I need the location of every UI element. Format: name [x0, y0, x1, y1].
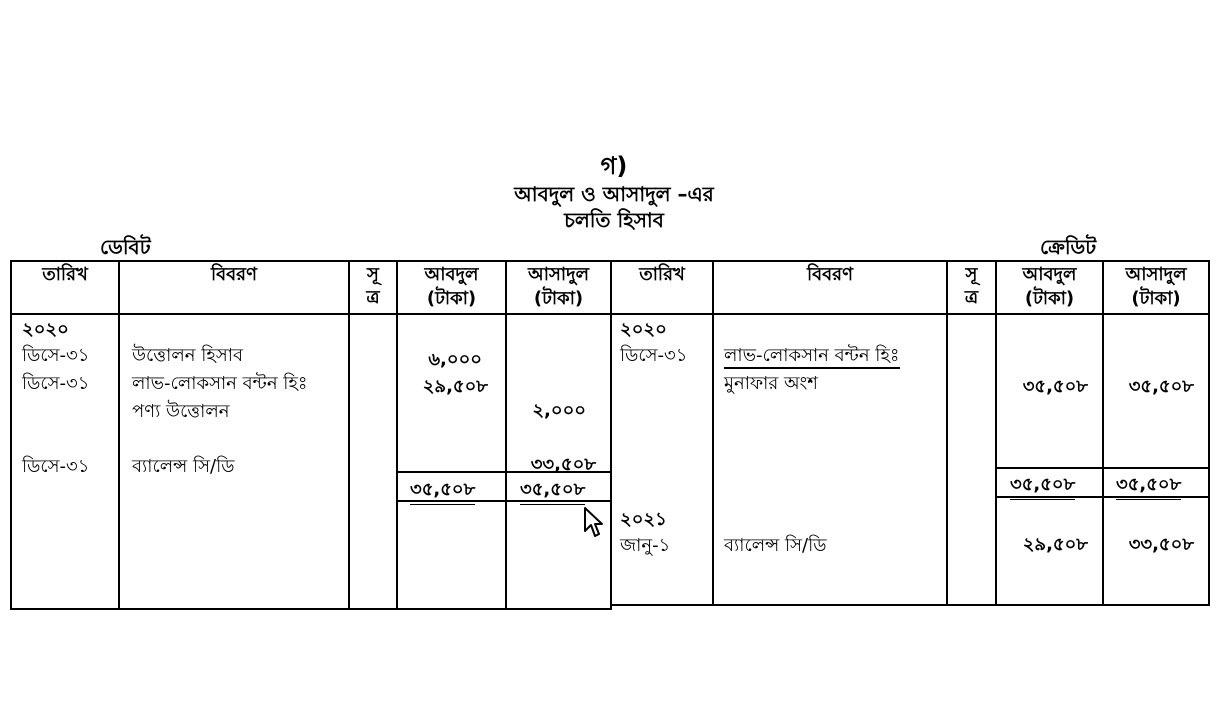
credit-abdul-total: ৩৫,৫০৮ [1010, 470, 1075, 501]
header-taka: (টাকা) [533, 288, 584, 309]
credit-next-year: ২০২১ [620, 509, 667, 530]
debit-asadul-total: ৩৫,৫০৮ [520, 475, 585, 506]
debit-item: পণ্য উত্তোলন [132, 401, 230, 422]
credit-asadul-amount: ৩৫,৫০৮ [1128, 376, 1194, 397]
header-taka: (টাকা) [426, 288, 477, 309]
credit-next-date: জানু-১ [620, 535, 671, 556]
credit-year: ২০২০ [620, 319, 667, 340]
debit-abdul-amount: ২৯,৫০৮ [422, 376, 488, 397]
debit-date: ডিসে-৩১ [22, 345, 90, 366]
credit-next-abdul: ২৯,৫০৮ [1022, 534, 1088, 555]
credit-item-sub: মুনাফার অংশ [724, 373, 818, 394]
header-asadul: আসাদুল [1125, 264, 1187, 285]
credit-abdul-amount: ৩৫,৫০৮ [1022, 376, 1088, 397]
debit-abdul-total: ৩৫,৫০৮ [410, 475, 475, 506]
header-jf-top: সূ [367, 264, 379, 285]
debit-asadul-amount: ৩৩,৫০৮ [530, 454, 596, 475]
debit-date: ডিসে-৩১ [22, 373, 90, 394]
debit-item: লাভ-লোকসান বন্টন হিঃ [132, 373, 308, 394]
debit-label: ডেবিট [100, 235, 151, 259]
credit-date: ডিসে-৩১ [620, 345, 688, 366]
credit-next-asadul: ৩৩,৫০৮ [1128, 534, 1194, 555]
debit-date: ডিসে-৩১ [22, 456, 90, 477]
header-abdul: আবদুল [1022, 264, 1077, 285]
debit-year: ২০২০ [22, 319, 69, 340]
header-jf-top: সূ [965, 264, 978, 285]
credit-next-item: ব্যালেন্স সি/ডি [724, 535, 827, 556]
header-asadul: আসাদুল [528, 264, 589, 285]
debit-item: উত্তোলন হিসাব [132, 345, 243, 366]
mouse-cursor-icon [584, 507, 604, 543]
debit-item: ব্যালেন্স সি/ডি [132, 456, 235, 477]
header-taka: (টাকা) [1131, 288, 1181, 309]
account-subject: আবদুল ও আসাদুল –এর [514, 182, 714, 206]
account-title: চলতি হিসাব [564, 208, 664, 232]
header-jf-bottom: ত্র [964, 287, 979, 308]
part-label: গ) [600, 152, 628, 180]
credit-item-title: লাভ-লোকসান বন্টন হিঃ [724, 343, 900, 369]
header-particulars: বিবরণ [807, 264, 853, 285]
debit-asadul-amount: ২,০০০ [532, 400, 586, 421]
header-particulars: বিবরণ [211, 264, 257, 285]
header-date: তারিখ [639, 264, 685, 285]
credit-asadul-total: ৩৫,৫০৮ [1116, 470, 1181, 501]
header-taka: (টাকা) [1024, 288, 1075, 309]
credit-label: ক্রেডিট [1040, 235, 1097, 259]
header-date: তারিখ [42, 264, 88, 285]
debit-abdul-amount: ৬,০০০ [428, 349, 482, 370]
header-abdul: আবদুল [424, 264, 479, 285]
header-jf-bottom: ত্র [366, 287, 380, 308]
